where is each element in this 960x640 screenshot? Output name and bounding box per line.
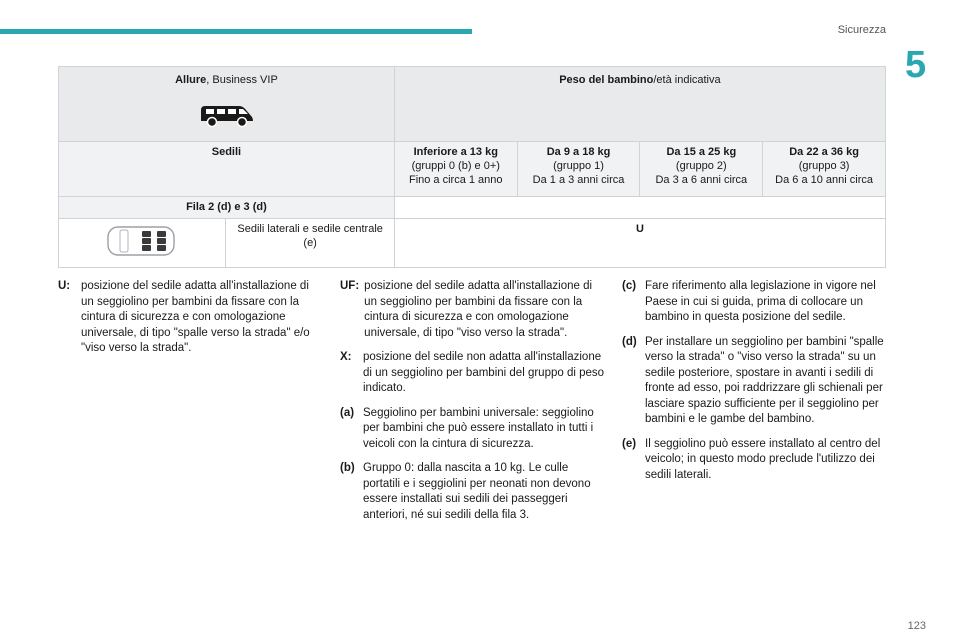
seat-position-value — [394, 219, 885, 268]
vehicle-header-cell — [59, 67, 395, 142]
note-key: UF: — [340, 280, 360, 292]
note-text: Gruppo 0: dalla nascita a 10 kg. Le culle portatili e i seggiolini per neonati non devono essere installati sui sedili dei passeggeri anteriori, né sui sedili della fila 3. — [363, 462, 591, 521]
position-value: U — [635, 223, 644, 235]
group-number: (gruppo 2) — [675, 160, 727, 172]
group-number: (gruppo 1) — [553, 160, 604, 172]
seat-layout-top-icon — [106, 224, 178, 258]
note-key: U: — [58, 280, 71, 292]
note-key: (e) — [622, 437, 637, 450]
note-key: X: — [340, 351, 352, 363]
seat-position-label: Sedili laterali e sedile centrale (e) — [226, 219, 394, 268]
note-text: posizione del sedile adatta all'installazione di un seggiolino per bambini da fissare con la cintura di sicurezza e con omologazione universale, di tipo "viso verso la strada". — [364, 280, 593, 339]
group-number: (gruppo 3) — [798, 160, 850, 172]
note-text: posizione del sedile non adatta all'installazione di un seggiolino per bambini del gruppo di peso indicato. — [363, 351, 605, 394]
group-weight: Da 22 a 36 kg — [789, 146, 859, 158]
row-label: Fila 2 (d) e 3 (d) — [186, 201, 267, 213]
group-cell — [394, 142, 517, 197]
vehicle-label-bold: Allure — [175, 74, 207, 86]
row-label-cell — [59, 197, 395, 219]
note-item — [340, 461, 606, 523]
group-age: Da 6 a 10 anni circa — [775, 174, 874, 186]
page-number: 123 — [907, 620, 926, 632]
vehicle-label-rest: , Business VIP — [206, 74, 278, 86]
note-text: posizione del sedile adatta all'installazione di un seggiolino per bambini da fissare con la cintura di sicurezza e con omologazione universale, di tipo "spalle verso la strada" e/o "viso verso la strada". — [81, 280, 310, 354]
weight-header-cell — [394, 67, 885, 142]
note-item — [58, 279, 320, 357]
child-seat-table — [58, 66, 886, 268]
note-text: Per installare un seggiolino per bambini "spalle verso la strada" o "viso verso la strada" su un sedile posteriore, spostare in avanti i sedili di fronte ad esso, poi raddrizzare gli schienali per lasciare spazio sufficiente per il seggiolino per bambini e le gambe del bambino. — [645, 335, 884, 425]
seats-label-cell — [59, 142, 395, 197]
note-item — [622, 437, 886, 484]
van-side-icon — [197, 101, 255, 129]
notes-column-3 — [622, 279, 886, 492]
note-key: (d) — [622, 335, 637, 348]
group-age: Fino a circa 1 anno — [408, 174, 503, 186]
note-key: (a) — [340, 406, 355, 419]
note-item — [622, 279, 886, 326]
group-weight: Inferiore a 13 kg — [413, 146, 498, 158]
group-cell — [517, 142, 640, 197]
group-age: Da 1 a 3 anni circa — [532, 174, 625, 186]
header-accent-bar — [0, 29, 472, 34]
section-title: Sicurezza — [837, 24, 886, 36]
notes-column-2 — [340, 279, 606, 532]
seats-label: Sedili — [211, 146, 242, 158]
weight-header-rest: /età indicativa — [653, 74, 721, 86]
row-empty-cell — [394, 197, 885, 219]
note-text: Il seggiolino può essere installato al centro del veicolo; in questo modo preclude l'utilizzo dei sedili laterali. — [645, 437, 881, 481]
note-item — [340, 279, 606, 341]
chapter-number: 5 — [905, 44, 927, 86]
note-key: (c) — [622, 280, 637, 292]
weight-header-bold: Peso del bambino — [559, 74, 654, 86]
note-item — [340, 406, 606, 453]
group-weight: Da 9 a 18 kg — [546, 146, 611, 158]
group-number: (gruppi 0 (b) e 0+) — [411, 160, 500, 172]
group-cell — [763, 142, 886, 197]
notes-column-1 — [58, 279, 320, 366]
note-key: (b) — [340, 462, 355, 474]
note-text: Fare riferimento alla legislazione in vigore nel Paese in cui si guida, prima di collocare un bambino in questa posizione del sedile. — [645, 280, 876, 323]
seat-icon-cell — [59, 219, 226, 268]
note-item — [622, 335, 886, 428]
group-age: Da 3 a 6 anni circa — [655, 174, 748, 186]
note-item — [340, 350, 606, 397]
group-weight: Da 15 a 25 kg — [666, 146, 737, 158]
group-cell — [640, 142, 763, 197]
note-text: Seggiolino per bambini universale: seggiolino per bambini che può essere installato in tutti i veicoli con la cintura di sicurezza. — [363, 406, 594, 450]
